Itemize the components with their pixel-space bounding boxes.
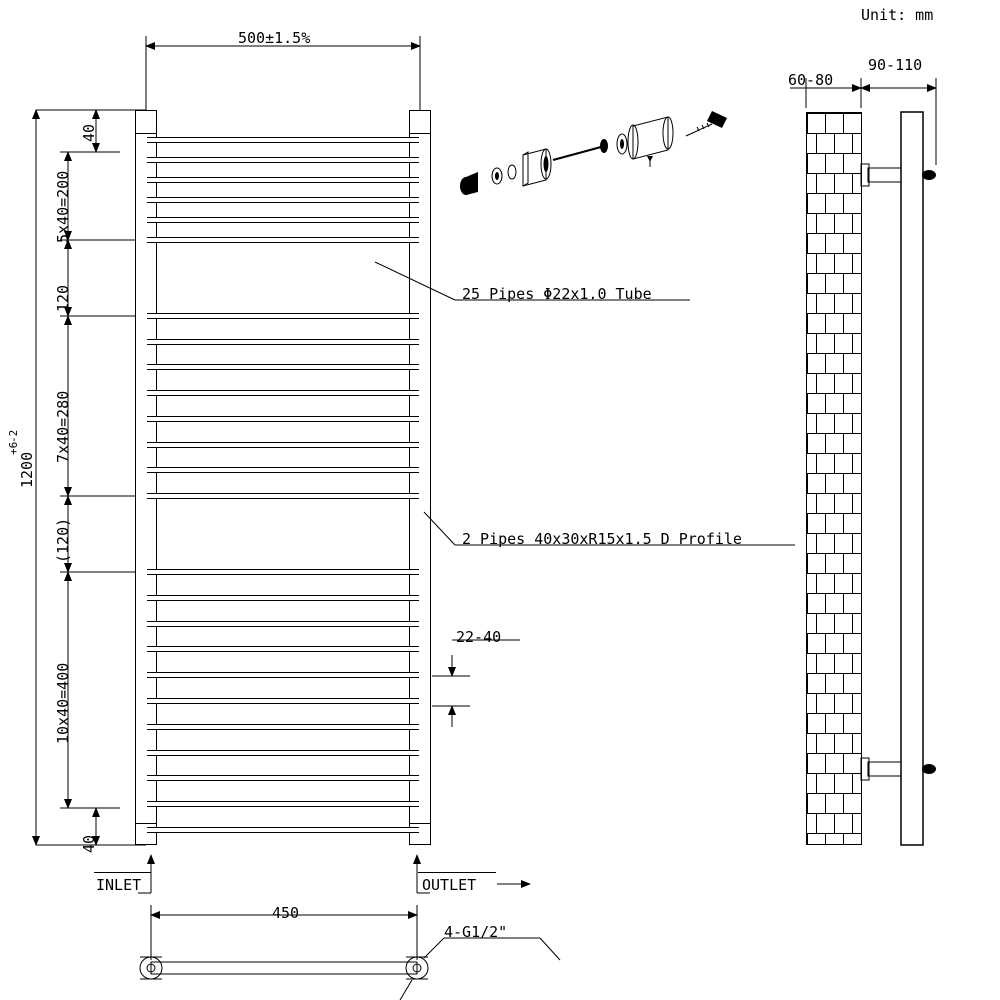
rung — [147, 621, 419, 627]
outlet-label: OUTLET — [422, 876, 477, 894]
projection-label: 90-110 — [868, 56, 923, 74]
rung — [147, 157, 419, 163]
rung — [147, 217, 419, 223]
bottom-margin-label: 40 — [80, 834, 98, 853]
rung — [147, 646, 419, 652]
wall-thickness-label: 60-80 — [788, 71, 834, 89]
plan-center-dimension-label: 450 — [272, 904, 300, 922]
rung — [147, 313, 419, 319]
rung — [147, 177, 419, 183]
height-tol-plus: +6 — [7, 441, 20, 455]
inlet-underline — [94, 872, 151, 873]
rung — [147, 493, 419, 499]
rung — [147, 197, 419, 203]
group-2-label: 7x40=280 — [54, 390, 72, 463]
group-3-label: 10x40=400 — [54, 662, 72, 744]
pipes-note-label: 25 Pipes Φ22x1.0 Tube — [462, 285, 652, 303]
gap-1-label: 120 — [54, 284, 72, 312]
rung — [147, 698, 419, 704]
rung — [147, 390, 419, 396]
outlet-underline — [418, 872, 496, 873]
thread-note-label: 4-G1/2" — [444, 923, 508, 941]
rung — [147, 724, 419, 730]
rung — [147, 416, 419, 422]
rung — [147, 137, 419, 143]
rung — [147, 569, 419, 575]
rung — [147, 442, 419, 448]
rung — [147, 339, 419, 345]
gap-2-label: (120) — [54, 517, 72, 563]
rung — [147, 801, 419, 807]
inlet-label: INLET — [96, 876, 142, 894]
left-rail-cap-top — [135, 133, 157, 134]
rung — [147, 364, 419, 370]
rung — [147, 750, 419, 756]
rung — [147, 827, 419, 833]
group-1-label: 5x40=200 — [54, 170, 72, 243]
right-rail-cap-top — [409, 133, 431, 134]
width-dimension-label: 500±1.5% — [238, 29, 311, 47]
profile-note-label: 2 Pipes 40x30xR15x1.5 D Profile — [462, 530, 742, 548]
top-margin-label: 40 — [80, 123, 98, 142]
unit-label: Unit: mm — [861, 6, 934, 24]
rung — [147, 672, 419, 678]
rung — [147, 775, 419, 781]
wall-hatch — [806, 112, 862, 845]
rung — [147, 237, 419, 243]
rung — [147, 595, 419, 601]
height-tol-minus: -2 — [7, 429, 20, 443]
overall-height-label: 1200 — [18, 451, 36, 488]
left-rail-cap-bottom — [135, 823, 157, 824]
right-rail-cap-bottom — [409, 823, 431, 824]
pitch-note-label: 22-40 — [456, 628, 502, 646]
rung — [147, 467, 419, 473]
